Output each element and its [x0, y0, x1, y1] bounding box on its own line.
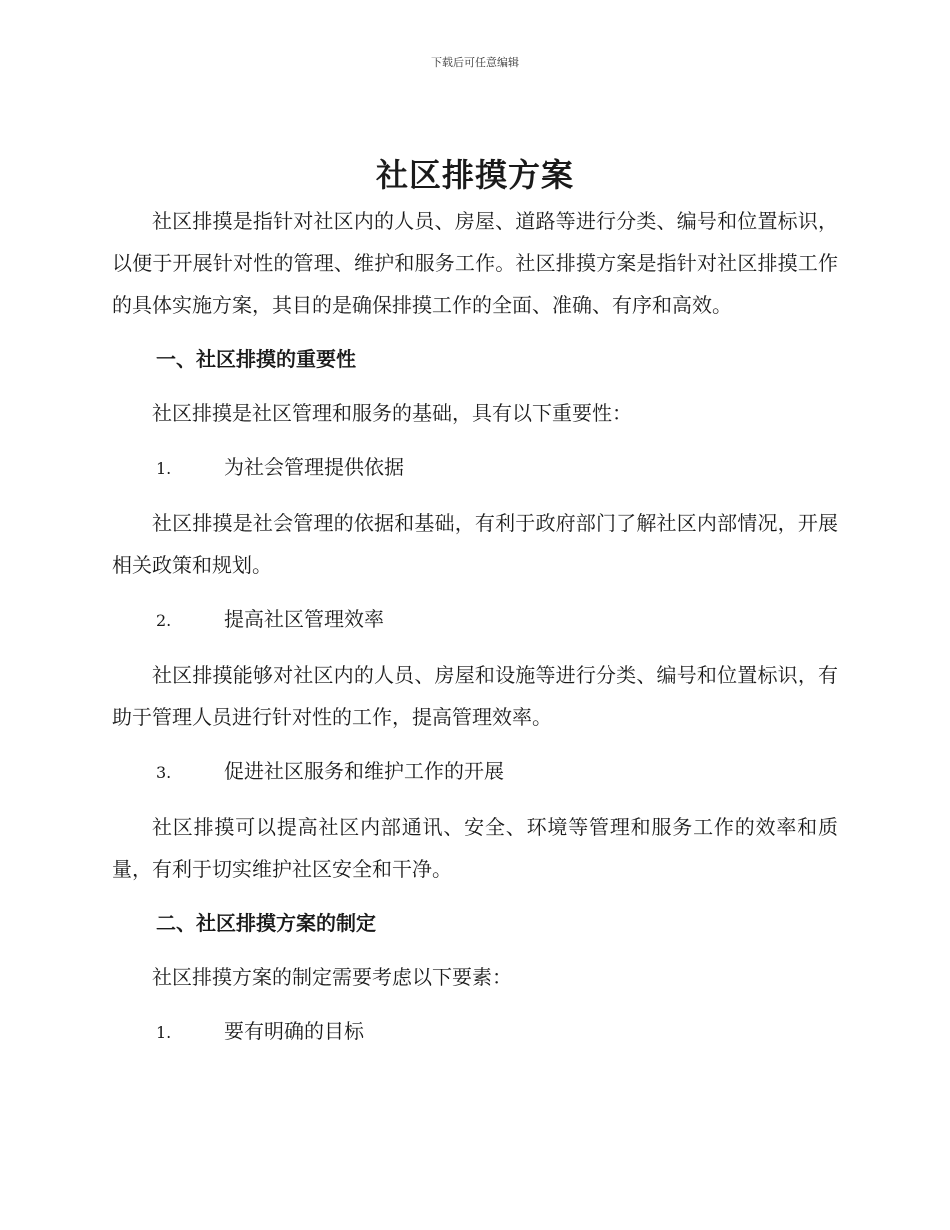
list-paragraph: 社区排摸能够对社区内的人员、房屋和设施等进行分类、编号和位置标识，有助于管理人员进行针对性的工作，提高管理效率。 [112, 663, 838, 729]
list-title: 要有明确的目标 [224, 1019, 364, 1043]
list-item [112, 446, 838, 490]
document-body [112, 200, 838, 1066]
list-title: 提高社区管理效率 [224, 607, 384, 631]
list-item [112, 750, 838, 794]
list-number: 2. [156, 611, 172, 630]
list-item [112, 1010, 838, 1054]
list-item [112, 598, 838, 642]
header-note: 下载后可任意编辑 [431, 56, 519, 69]
list-title: 为社会管理提供依据 [224, 455, 404, 479]
section-2-lead: 社区排摸方案的制定需要考虑以下要素： [152, 965, 512, 989]
section-1-heading: 一、社区排摸的重要性 [156, 347, 356, 371]
section-1-lead: 社区排摸是社区管理和服务的基础，具有以下重要性： [152, 401, 632, 425]
page-title: 社区排摸方案 [375, 156, 574, 194]
list-number: 3. [156, 763, 172, 782]
list-number: 1. [156, 459, 172, 478]
list-paragraph: 社区排摸可以提高社区内部通讯、安全、环境等管理和服务工作的效率和质量，有利于切实维护社区安全和干净。 [112, 815, 838, 881]
intro-paragraph: 社区排摸是指针对社区内的人员、房屋、道路等进行分类、编号和位置标识，以便于开展针对性的管理、维护和服务工作。社区排摸方案是指针对社区排摸工作的具体实施方案，其目的是确保排摸工作的全面、准确、有序和高效。 [112, 209, 838, 317]
list-paragraph: 社区排摸是社会管理的依据和基础，有利于政府部门了解社区内部情况，开展相关政策和规划。 [112, 511, 838, 577]
list-title: 促进社区服务和维护工作的开展 [224, 759, 504, 783]
list-number: 1. [156, 1023, 172, 1042]
section-2-heading: 二、社区排摸方案的制定 [156, 911, 376, 935]
